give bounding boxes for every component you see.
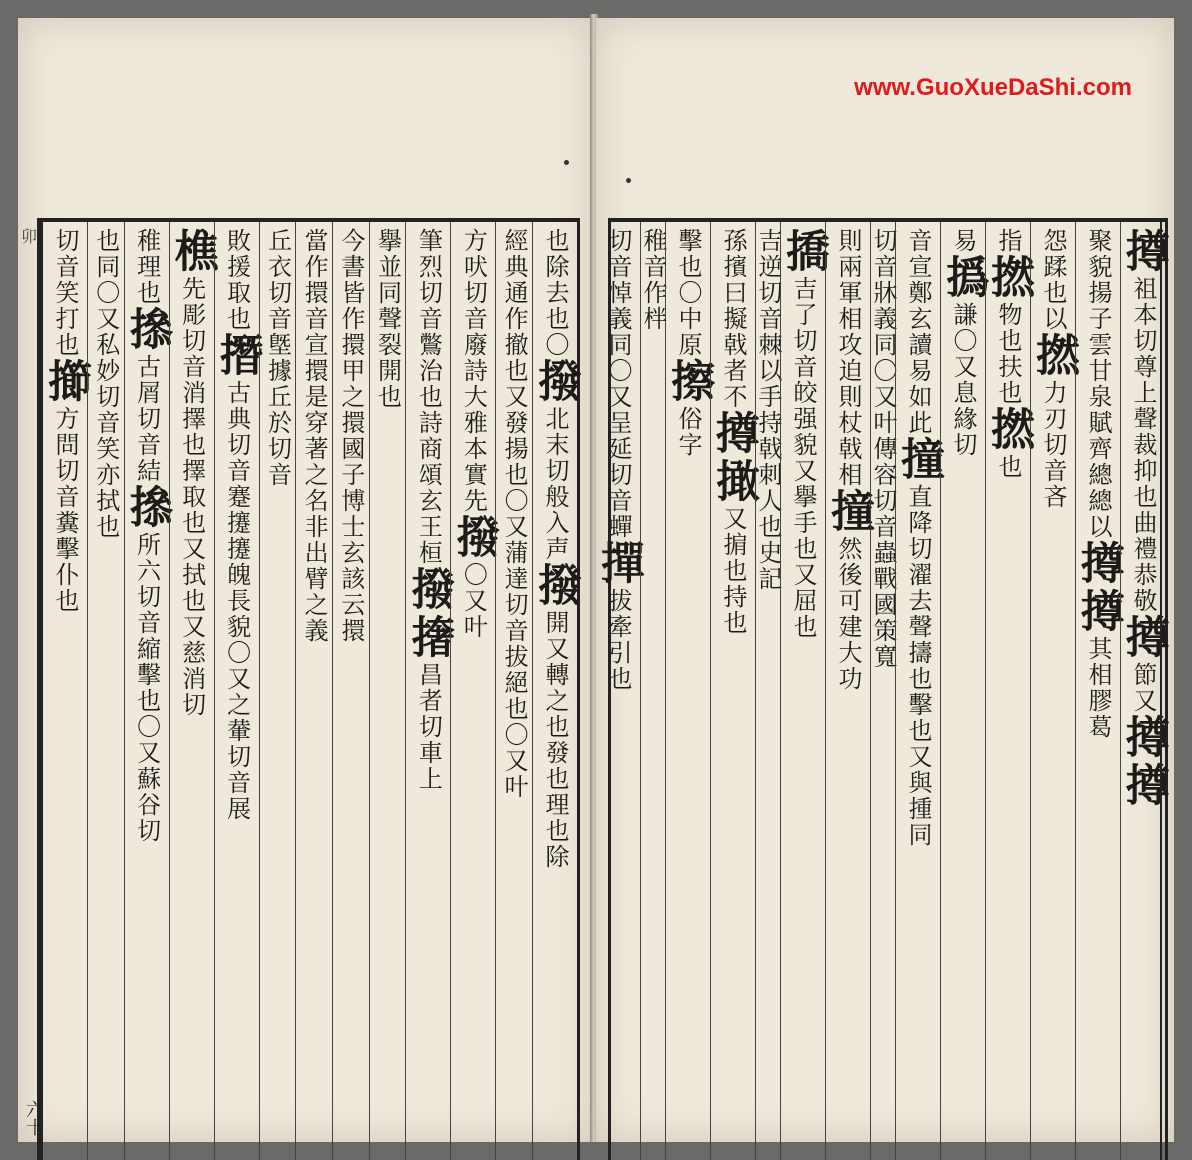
text-column: 吉逆切音棘以手持戟刺人也史記 — [755, 222, 780, 1160]
headword-char: 撙 — [1118, 228, 1169, 276]
text-column: 經典通作撤也又發揚也〇又蒲達切音拔絕也〇又叶 — [495, 222, 532, 1160]
headword-char: 撥 — [530, 562, 581, 610]
headword-char: 撚 — [983, 406, 1034, 454]
text-column: 今書皆作擐甲之擐國子博士玄該云擐 — [332, 222, 369, 1160]
text-column: 撙祖本切尊上聲裁抑也曲禮恭敬撙節又撙撙 — [1120, 222, 1165, 1160]
headword-char: 撦 — [403, 614, 455, 662]
left-text-frame — [40, 218, 580, 1160]
text-column: 切音悼義同〇又呈延切音蟬撣拔牽引也 — [593, 228, 644, 692]
right-edge-tab — [1160, 218, 1174, 1160]
headword-char: 撚 — [983, 254, 1034, 302]
headword-char: 撥 — [530, 358, 581, 406]
headword-char: 撚 — [1028, 332, 1079, 380]
text-column: 則兩軍相攻迫則杖戟相撞然後可建大功 — [825, 222, 870, 1160]
text-column: 易撝謙〇又息緣切 — [940, 222, 985, 1160]
text-column: 切音笑打也擳方問切音糞擊仆也 — [39, 228, 91, 614]
headword-char: 撡 — [121, 306, 173, 354]
headword-char: 撥 — [448, 514, 500, 562]
right-page — [593, 18, 1174, 1142]
text-column: 孫擯曰擬戟者不撙撖又掮也持也 — [710, 222, 755, 1160]
headword-char: 擳 — [39, 358, 91, 406]
text-column: 指撚物也扶也撚也 — [985, 222, 1030, 1160]
text-column: 擧並同聲裂開也 — [369, 222, 406, 1160]
text-column: 稚理也撡古屑切音結撡所六切音縮擊也〇又蘇谷切 — [124, 222, 169, 1160]
headword-char: 撙 — [708, 410, 759, 458]
headword-char: 撞 — [893, 436, 944, 484]
text-column: 敗援取也撍古典切音蹇攓攓魄長貌〇又之輂切音展 — [214, 222, 259, 1160]
text-column: 稚音作柈 — [640, 222, 665, 1160]
text-column: 當作擐音宣擐是穿著之名非出臂之義 — [295, 222, 332, 1160]
ink-dot — [564, 160, 569, 165]
headword-char: 撍 — [211, 332, 263, 380]
text-column: 怨蹂也以撚力刃切音吝 — [1030, 222, 1075, 1160]
headword-char: 撙 — [1073, 540, 1124, 588]
text-column: 也除去也〇撥北末切般入声撥開又轉之也發也理也除 — [532, 222, 577, 1160]
headword-char: 撙 — [1073, 588, 1124, 636]
text-column: 筆烈切音鷩治也詩商頌玄王桓撥撦昌者切車上 — [405, 222, 450, 1160]
page-number: 六十 — [23, 1100, 44, 1136]
text-column: 丘衣切音墍據丘於切音 — [259, 222, 296, 1160]
headword-char: 撣 — [593, 540, 644, 588]
right-text-frame — [593, 218, 1169, 1160]
text-column: 切音牀義同〇又叶傳容切音蟲戰國策寬 — [870, 222, 895, 1160]
headword-char: 撙 — [1118, 614, 1169, 662]
text-column: 也同〇又私妙切音笑亦拭也 — [87, 222, 124, 1160]
text-column: 樵先彫切音消擇也擇取也又拭也又慈消切 — [169, 222, 214, 1160]
headword-char: 撖 — [708, 458, 759, 506]
headword-char: 撙 — [1118, 762, 1169, 810]
headword-char: 擦 — [663, 358, 714, 406]
text-column: 聚貌揚子雲甘泉賦齊總總以撙撙其相膠葛 — [1075, 222, 1120, 1160]
headword-char: 撥 — [403, 566, 455, 614]
text-column: 擊也〇中原擦俗字 — [665, 222, 710, 1160]
headword-char: 撙 — [1118, 714, 1169, 762]
headword-char: 樵 — [166, 228, 218, 276]
left-page — [18, 18, 592, 1142]
text-column: 方吠切音廢詩大雅本實先撥〇又叶 — [450, 222, 495, 1160]
left-margin-column — [18, 218, 40, 1160]
ink-dot — [626, 178, 631, 183]
margin-label: 卯 — [18, 228, 38, 246]
text-column: 撟吉了切音皎强貌又擧手也又屈也 — [780, 222, 825, 1160]
headword-char: 撡 — [121, 484, 173, 532]
headword-char: 撞 — [823, 488, 874, 536]
headword-char: 撟 — [778, 228, 829, 276]
text-column: 音宣鄭玄讀易如此撞直降切濯去聲擣也擊也又與揰同 — [895, 222, 940, 1160]
watermark-url: www.GuoXueDaShi.com — [854, 74, 1132, 101]
headword-char: 撝 — [938, 254, 989, 302]
